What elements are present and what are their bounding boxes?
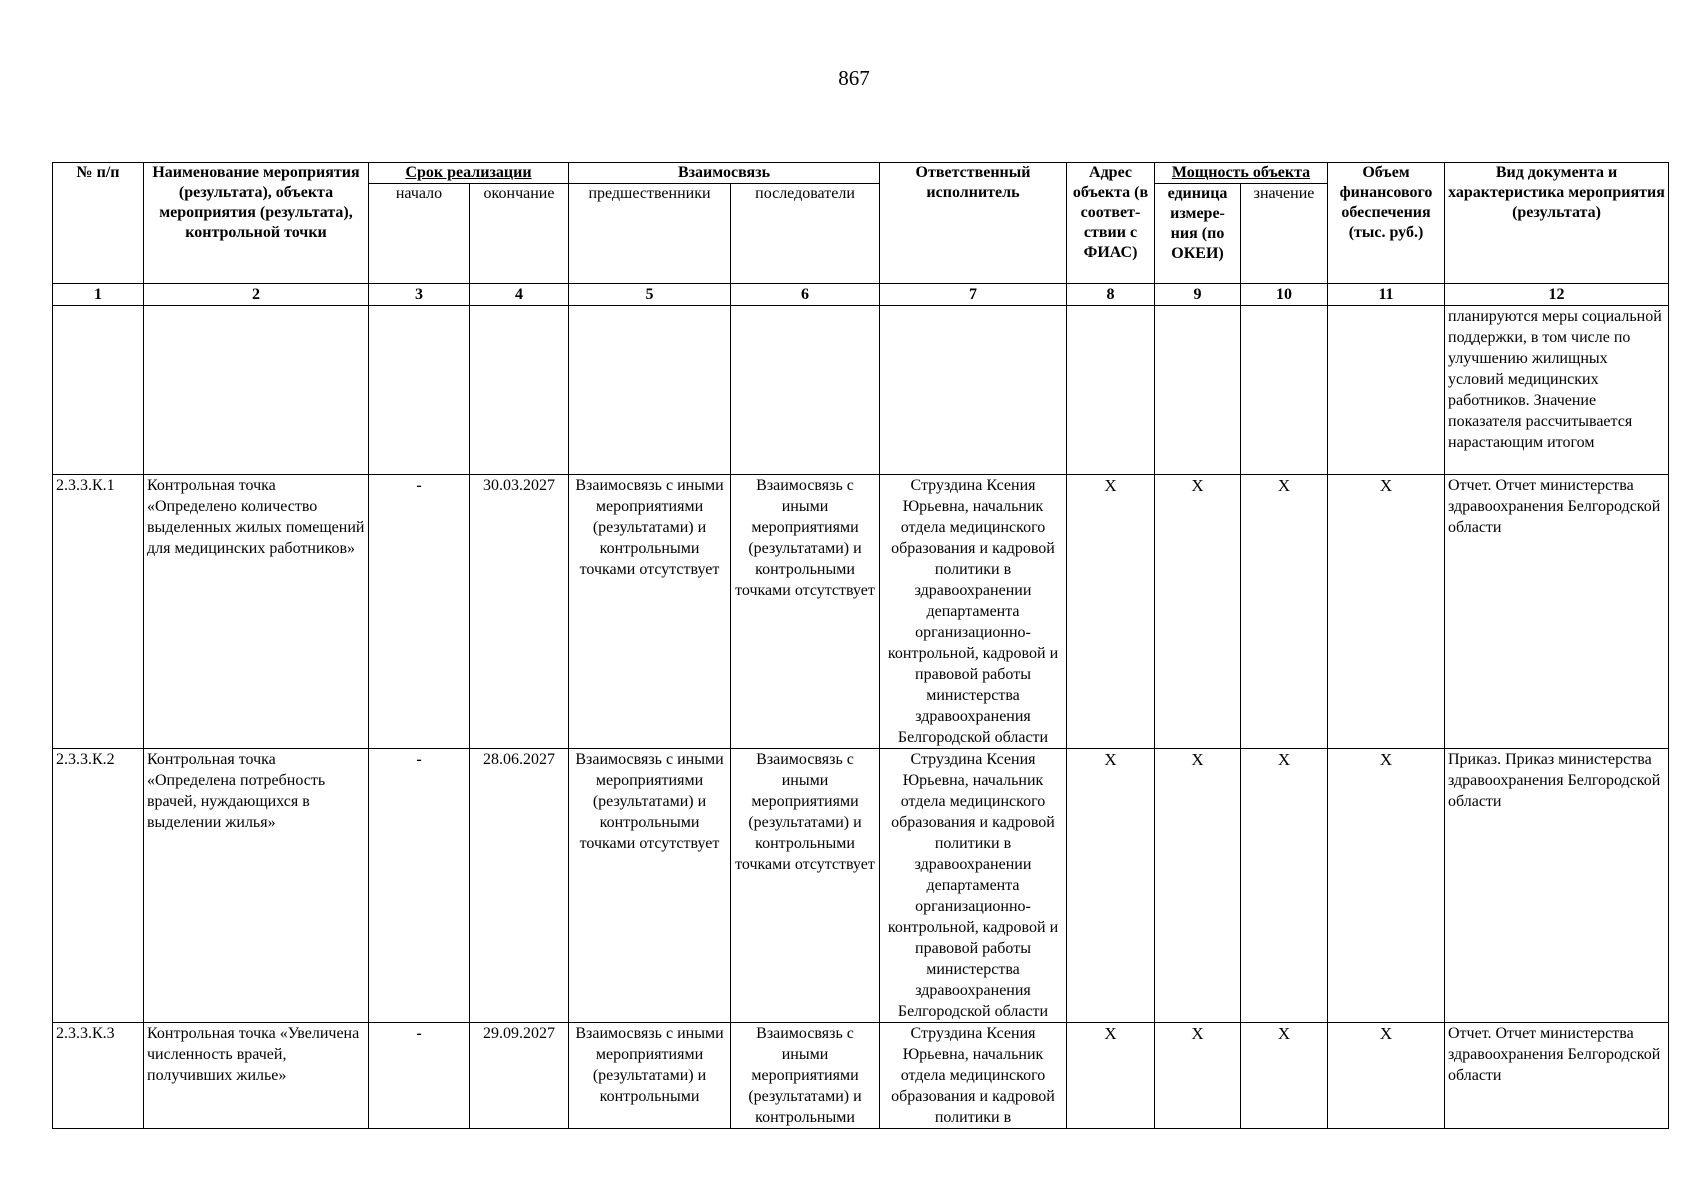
- row-responsible: Струздина Ксения Юрьевна, начальник отдела медицинского образования и кадровой политики в здравоохранении департамента организационно-контрольной, кадровой и правовой работы министерства здравоохранения Белгородской области: [880, 749, 1067, 1023]
- header-document: Вид документа и характеристика мероприятия (результата): [1445, 163, 1669, 284]
- row-predecessors: Взаимосвязь с иными мероприятиями (результатами) и контрольными: [569, 1023, 731, 1129]
- column-numbers-row: [53, 284, 1669, 306]
- row-financing: Х: [1328, 475, 1445, 749]
- col-number: 7: [880, 284, 1067, 306]
- row-address: Х: [1067, 749, 1155, 1023]
- row-predecessors: Взаимосвязь с иными мероприятиями (результатами) и контрольными точками отсутствует: [569, 749, 731, 1023]
- row-unit: Х: [1155, 1023, 1241, 1129]
- header-row-1: [53, 163, 1669, 184]
- row-num: 2.3.3.К.2: [53, 749, 144, 1023]
- row-unit: Х: [1155, 749, 1241, 1023]
- row-start: -: [369, 475, 470, 749]
- header-successors: последователи: [731, 184, 880, 284]
- row-document: Отчет. Отчет министерства здравоохранения Белгородской области: [1445, 1023, 1669, 1129]
- row-num: 2.3.3.К.1: [53, 475, 144, 749]
- col-number: 12: [1445, 284, 1669, 306]
- row-address: Х: [1067, 1023, 1155, 1129]
- row-end: 28.06.2027: [470, 749, 569, 1023]
- col-number: 4: [470, 284, 569, 306]
- row-start: -: [369, 1023, 470, 1129]
- row-successors: Взаимосвязь с иными мероприятиями (результатами) и контрольными: [731, 1023, 880, 1129]
- col-number: 3: [369, 284, 470, 306]
- col-number: 1: [53, 284, 144, 306]
- row-predecessors: Взаимосвязь с иными мероприятиями (результатами) и контрольными точками отсутствует: [569, 475, 731, 749]
- col-number: 10: [1241, 284, 1328, 306]
- header-num: № п/п: [53, 163, 144, 284]
- header-capacity: Мощность объекта: [1155, 163, 1328, 184]
- col-number: 9: [1155, 284, 1241, 306]
- row-name: Контрольная точка «Определено количество выделенных жилых помещений для медицинских работников»: [144, 475, 369, 749]
- row-responsible: Струздина Ксения Юрьевна, начальник отдела медицинского образования и кадровой политики в здравоохранении департамента организационно-контрольной, кадровой и правовой работы министерства здравоохранения Белгородской области: [880, 475, 1067, 749]
- row-document: Отчет. Отчет министерства здравоохранения Белгородской области: [1445, 475, 1669, 749]
- row-unit: Х: [1155, 475, 1241, 749]
- header-end: окончание: [470, 184, 569, 284]
- continuation-text: планируются меры социальной поддержки, в том числе по улучшению жилищных условий медицинских работников. Значение показателя рассчитывается нарастающим итогом: [1445, 306, 1669, 475]
- row-address: Х: [1067, 475, 1155, 749]
- row-value: Х: [1241, 749, 1328, 1023]
- header-value: значение: [1241, 184, 1328, 284]
- row-financing: Х: [1328, 749, 1445, 1023]
- page-number: 867: [838, 66, 870, 90]
- col-number: 8: [1067, 284, 1155, 306]
- row-value: Х: [1241, 475, 1328, 749]
- continuation-row: [53, 306, 1669, 475]
- header-start: начало: [369, 184, 470, 284]
- row-end: 30.03.2027: [470, 475, 569, 749]
- header-address: Адрес объекта (в соответ-ствии с ФИАС): [1067, 163, 1155, 284]
- header-vzaimosvyaz: Взаимосвязь: [569, 163, 880, 184]
- row-successors: Взаимосвязь с иными мероприятиями (результатами) и контрольными точками отсутствует: [731, 475, 880, 749]
- col-number: 6: [731, 284, 880, 306]
- row-value: Х: [1241, 1023, 1328, 1129]
- table-row: [53, 475, 1669, 749]
- row-name: Контрольная точка «Увеличена численность врачей, получивших жилье»: [144, 1023, 369, 1129]
- row-document: Приказ. Приказ министерства здравоохранения Белгородской области: [1445, 749, 1669, 1023]
- row-financing: Х: [1328, 1023, 1445, 1129]
- header-name: Наименование мероприятия (результата), объекта мероприятия (результата), контрольной точки: [144, 163, 369, 284]
- row-start: -: [369, 749, 470, 1023]
- row-successors: Взаимосвязь с иными мероприятиями (результатами) и контрольными точками отсутствует: [731, 749, 880, 1023]
- col-number: 11: [1328, 284, 1445, 306]
- row-num: 2.3.3.К.3: [53, 1023, 144, 1129]
- header-responsible: Ответственный исполнитель: [880, 163, 1067, 284]
- header-srok: Срок реализации: [369, 163, 569, 184]
- header-financing: Объем финансового обеспечения (тыс. руб.): [1328, 163, 1445, 284]
- row-name: Контрольная точка «Определена потребность врачей, нуждающихся в выделении жилья»: [144, 749, 369, 1023]
- table-row: [53, 749, 1669, 1023]
- events-table: [52, 162, 1669, 1129]
- table-row: [53, 1023, 1669, 1129]
- header-predecessors: предшественники: [569, 184, 731, 284]
- header-unit: единица измере-ния (по ОКЕИ): [1155, 184, 1241, 284]
- row-responsible: Струздина Ксения Юрьевна, начальник отдела медицинского образования и кадровой политики в: [880, 1023, 1067, 1129]
- col-number: 5: [569, 284, 731, 306]
- row-end: 29.09.2027: [470, 1023, 569, 1129]
- col-number: 2: [144, 284, 369, 306]
